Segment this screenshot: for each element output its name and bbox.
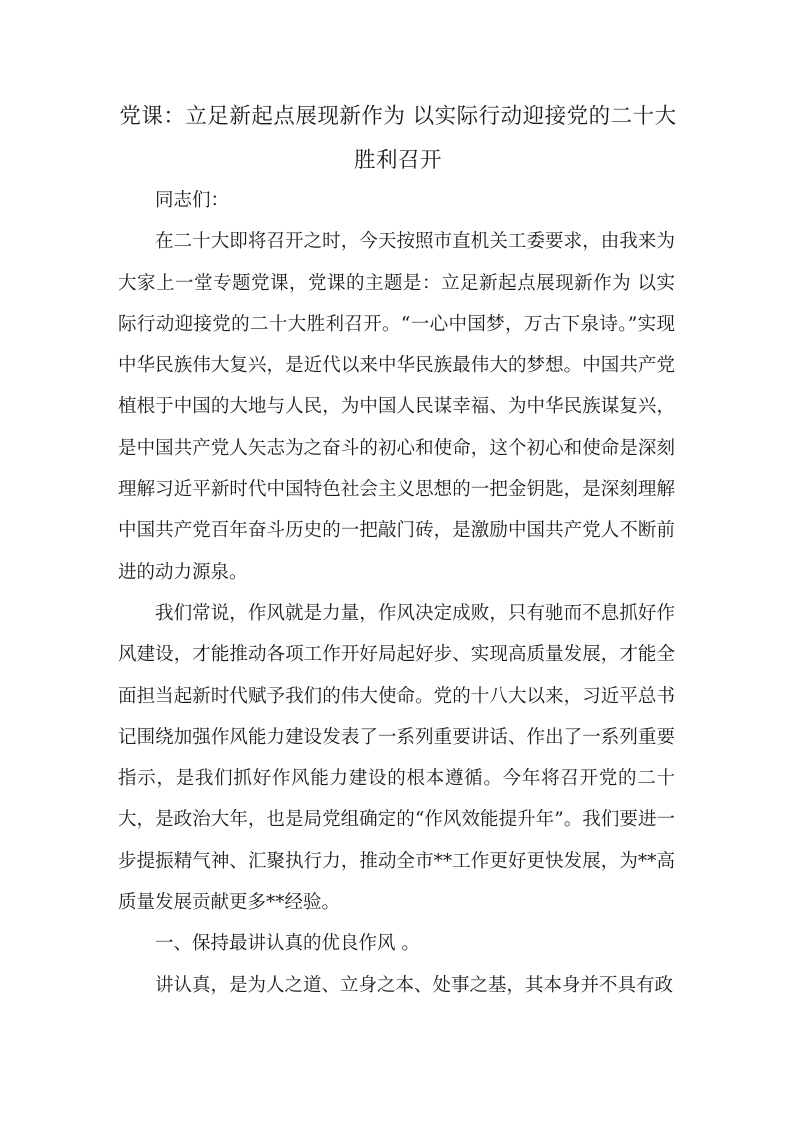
document-body <box>118 180 675 1006</box>
paragraph-section-1: 讲认真，是为人之道、立身之本、处事之基，其本身并不具有政 <box>155 974 674 996</box>
paragraph-intro: 在二十大即将召开之时，今天按照市直机关工委要求，由我来为大家上一堂专题党课，党课的主题是：立足新起点展现新作为 以实际行动迎接党的二十大胜利召开。“一心中国梦，万古下泉诗。”实现中华民族伟大复兴，是近代以来中华民族最伟大的梦想。中国共产党植根于中国的大地与人民，为中国人民谋幸福、为中华民族谋复兴，是中国共产党人矢志为之奋斗的初心和使命，这个初心和使命是深刻理解习近平新时代中国特色社会主义思想的一把金钥匙，是深刻理解中国共产党百年奋斗历史的一把敲门砖，是激励中国共产党人不断前进的动力源泉。 <box>118 231 675 583</box>
document-title: 党课：立足新起点展现新作为 以实际行动迎接党的二十大胜利召开 <box>119 104 677 173</box>
paragraph-work-style: 我们常说，作风就是力量，作风决定成败，只有驰而不息抓好作风建设，才能推动各项工作开好局起好步、实现高质量发展，才能全面担当起新时代赋予我们的伟大使命。党的十八大以来，习近平总书记围绕加强作风能力建设发表了一系列重要讲话、作出了一系列重要指示，是我们抓好作风能力建设的根本遵循。今年将召开党的二十大，是政治大年，也是局党组确定的“作风效能提升年”。我们要进一步提振精气神、汇聚执行力，推动全市**工作更好更快发展，为**高质量发展贡献更多**经验。 <box>118 602 675 914</box>
salutation: 同志们： <box>155 190 230 211</box>
section-heading-1: 一、保持最讲认真的优良作风 。 <box>155 933 420 955</box>
